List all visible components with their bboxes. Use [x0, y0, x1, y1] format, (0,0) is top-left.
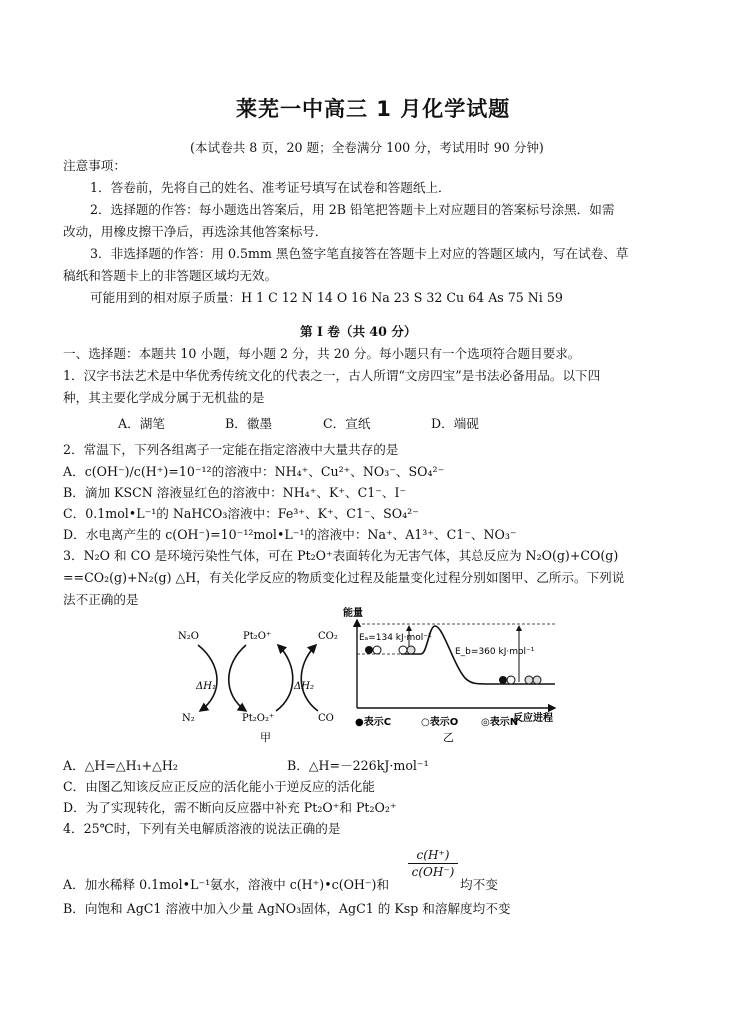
jia-co: CO — [318, 713, 334, 724]
q4-option-a-pre: A．加水稀释 0.1mol•L⁻¹氨水，溶液中 c(H⁺)•c(OH⁻)和 — [63, 877, 390, 892]
yi-molecule-n — [399, 646, 407, 654]
yi-xlabel: 反应进程 — [513, 713, 553, 724]
yi-eb-label: E_b=360 kJ·mol⁻¹ — [455, 647, 535, 657]
jia-arrow-left-out — [229, 645, 246, 711]
q1-option-b: B．徽墨 — [225, 416, 273, 431]
q4-fraction-bar — [408, 863, 458, 864]
jia-pt2o: Pt₂O⁺ — [243, 631, 272, 642]
q2-stem: 2．常温下，下列各组离子一定能在指定溶液中大量共存的是 — [63, 442, 399, 457]
jia-dh2: ΔH₂ — [294, 681, 314, 692]
jia-arrow-right-out — [301, 645, 318, 711]
yi-ylabel: 能量 — [343, 608, 363, 619]
q2-option-b: B．滴加 KSCN 溶液显红色的溶液中：NH₄⁺、K⁺、C1⁻、I⁻ — [63, 485, 407, 500]
q3-stem-cont: ==CO₂(g)+N₂(g) △H，有关化学反应的物质变化过程及能量变化过程分别如图甲、乙所示。下列说 — [63, 570, 625, 585]
jia-arrow-left-in — [198, 645, 217, 711]
note-2: 2．选择题的作答：每小题选出答案后，用 2B 铅笔把答题卡上对应题目的答案标号涂黑．如需 — [90, 202, 615, 217]
q2-option-d: D．水电离产生的 c(OH⁻)=10⁻¹²mol•L⁻¹的溶液中：Na⁺、A1³⁺、C1⁻、NO₃⁻ — [63, 527, 517, 542]
q4-fraction-denominator: c(OH⁻) — [411, 865, 455, 879]
q3-stem-end: 法不正确的是 — [63, 592, 139, 607]
yi-molecule-c — [365, 646, 373, 654]
q3-stem: 3．N₂O 和 CO 是环境污染性气体，可在 Pt₂O⁺表面转化为无害气体，其总反应为 N₂O(g)+CO(g) — [63, 548, 619, 563]
q4-fraction-numerator: c(H⁺) — [416, 848, 450, 862]
section-title: 第 I 卷（共 40 分） — [300, 324, 417, 339]
yi-caption: 乙 — [443, 731, 454, 744]
section-description: 一、选择题：本题共 10 小题，每小题 2 分，共 20 分。每小题只有一个选项符合题目要求。 — [63, 346, 581, 361]
q1-stem-cont: 种，其主要化学成分属于无机盐的是 — [63, 390, 265, 405]
q2-option-c: C．0.1mol•L⁻¹的 NaHCO₃溶液中：Fe³⁺、K⁺、C1⁻、SO₄²⁻ — [63, 506, 419, 521]
q3-option-d: D．为了实现转化，需不断向反应器中补充 Pt₂O⁺和 Pt₂O₂⁺ — [63, 800, 397, 815]
q4-stem: 4．25℃时，下列有关电解质溶液的说法正确的是 — [63, 821, 341, 836]
q1-option-a: A．湖笔 — [118, 416, 165, 431]
q3-option-a: A．△H=△H₁+△H₂ — [63, 758, 178, 773]
jia-n2o: N₂O — [178, 631, 199, 642]
notes-heading: 注意事项： — [63, 158, 126, 173]
q1-option-c: C．宣纸 — [323, 416, 371, 431]
yi-legend-c: ●表示C — [355, 717, 392, 728]
q1-stem: 1．汉字书法艺术是中华优秀传统文化的代表之一，古人所谓“文房四宝”是书法必备用品。以下四 — [63, 368, 601, 383]
yi-product-n — [525, 676, 533, 684]
q3-option-b: B．△H=－226kJ·mol⁻¹ — [287, 758, 429, 773]
yi-legend-o: ○表示O — [421, 717, 459, 728]
note-3-cont: 稿纸和答题卡上的非答题区域均无效。 — [63, 268, 278, 283]
note-2-cont: 改动，用橡皮擦干净后，再选涂其他答案标号． — [63, 224, 328, 239]
yi-product-o — [507, 676, 515, 684]
subtitle: (本试卷共 8 页，20 题；全卷满分 100 分，考试用时 90 分钟) — [190, 140, 544, 155]
atomic-masses: 可能用到的相对原子质量：H 1 C 12 N 14 O 16 Na 23 S 32 Cu 64 As 75 Ni 59 — [90, 290, 563, 305]
jia-caption: 甲 — [260, 731, 271, 744]
note-3: 3．非选择题的作答：用 0.5mm 黑色签字笔直接答在答题卡上对应的答题区域内，写在试卷、草 — [90, 246, 629, 261]
q4-fraction — [408, 848, 458, 879]
jia-co2: CO₂ — [318, 631, 338, 642]
yi-product-c — [499, 676, 507, 684]
jia-pt2o2: Pt₂O₂⁺ — [242, 713, 275, 724]
jia-arrow-right-in — [276, 645, 293, 711]
jia-n2: N₂ — [182, 713, 195, 724]
note-1: 1．答卷前，先将自己的姓名、准考证号填写在试卷和答题纸上． — [90, 180, 451, 195]
q4-option-b: B．向饱和 AgC1 溶液中加入少量 AgNO₃固体，AgC1 的 Ksp 和溶解度均不变 — [63, 901, 511, 916]
yi-legend-n: ◎表示N — [481, 717, 519, 728]
q3-option-c: C．由图乙知该反应正反应的活化能小于逆反应的活化能 — [63, 779, 375, 794]
q4-option-a-post: 均不变 — [460, 877, 498, 892]
figure-yi — [343, 604, 568, 744]
yi-ea-label: Eₐ=134 kJ·mol⁻¹ — [359, 633, 432, 643]
yi-product-n2 — [533, 676, 541, 684]
yi-molecule-o — [373, 646, 381, 654]
page-title: 莱芜一中高三 1 月化学试题 — [236, 97, 511, 121]
q1-option-d: D．端砚 — [431, 416, 479, 431]
yi-molecule-n2 — [407, 646, 415, 654]
q2-option-a: A．c(OH⁻)/c(H⁺)=10⁻¹²的溶液中：NH₄⁺、Cu²⁺、NO₃⁻、SO₄²⁻ — [63, 464, 445, 479]
figure-jia — [168, 625, 358, 745]
jia-dh1: ΔH₁ — [196, 681, 216, 692]
